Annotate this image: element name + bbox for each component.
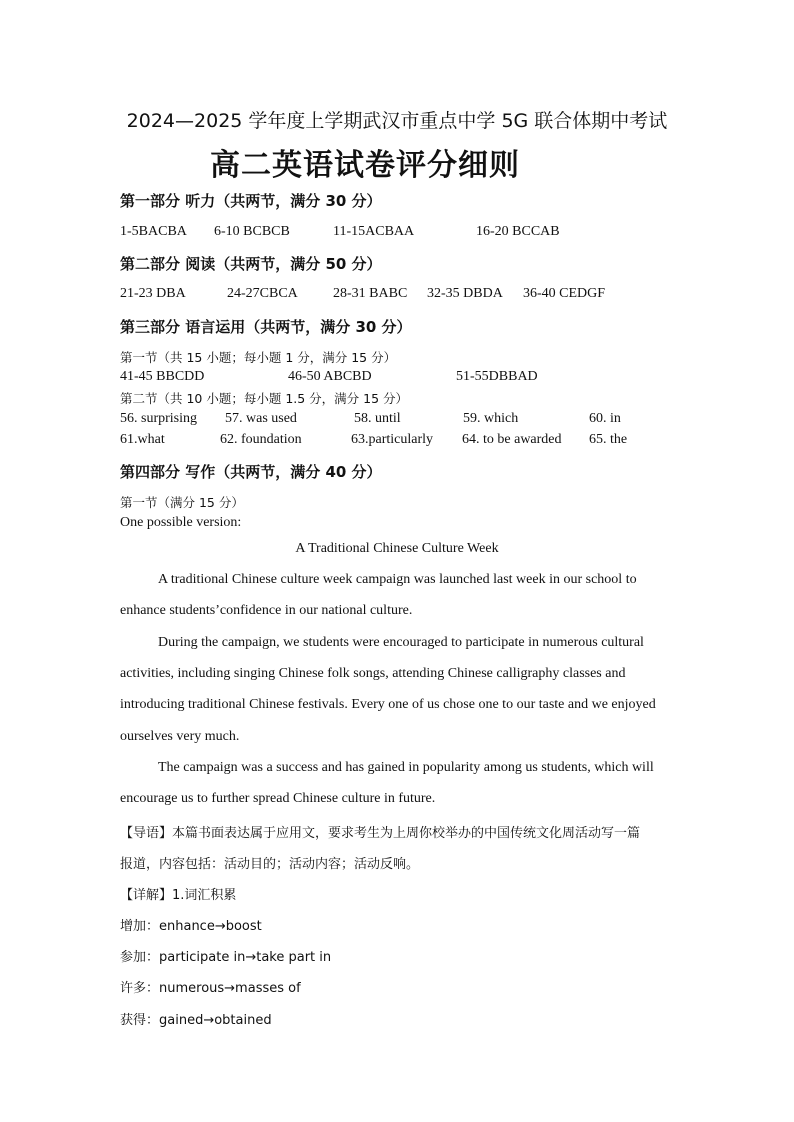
part1-heading: 第一部分 听力（共两节，满分 30 分）	[120, 192, 382, 210]
part1-answer: 11-15ACBAA	[333, 224, 415, 239]
part3-section2-answer: 60. in	[589, 411, 621, 426]
part3-section2-answer: 58. until	[354, 411, 401, 426]
part1-answer: 1-5BACBA	[120, 224, 187, 239]
part4-section1-note: 第一节（满分 15 分）	[120, 495, 244, 510]
essay-line: A traditional Chinese culture week campaign was launched last week in our school to	[158, 572, 637, 587]
part3-section1-answer: 41-45 BBCDD	[120, 369, 205, 384]
part2-answer: 32-35 DBDA	[427, 286, 503, 301]
essay-line: During the campaign, we students were encouraged to participate in numerous cultural	[158, 635, 644, 650]
vocab-item: 许多：numerous→masses of	[120, 981, 301, 996]
essay-line: encourage us to further spread Chinese culture in future.	[120, 791, 436, 806]
part3-section2-answer: 56. surprising	[120, 411, 197, 426]
part2-answer: 28-31 BABC	[333, 286, 408, 301]
part3-section2-answer: 64. to be awarded	[462, 432, 562, 447]
essay-line: activities, including singing Chinese folk songs, attending Chinese calligraphy classes and	[120, 666, 626, 681]
essay-line: ourselves very much.	[120, 729, 240, 744]
part3-section2-answer: 59. which	[463, 411, 519, 426]
part2-answer: 36-40 CEDGF	[523, 286, 606, 301]
part4-heading: 第四部分 写作（共两节，满分 40 分）	[120, 463, 382, 481]
essay-title: A Traditional Chinese Culture Week	[295, 541, 499, 556]
part2-heading: 第二部分 阅读（共两节，满分 50 分）	[120, 255, 382, 273]
essay-line: The campaign was a success and has gained in popularity among us students, which will	[158, 760, 654, 775]
part1-answer: 16-20 BCCAB	[476, 224, 560, 239]
version-label: One possible version:	[120, 515, 242, 530]
part3-section2-note: 第二节（共 10 小题；每小题 1.5 分，满分 15 分）	[120, 391, 409, 406]
part1-answer: 6-10 BCBCB	[214, 224, 290, 239]
vocab-item: 获得：gained→obtained	[120, 1013, 272, 1028]
vocab-item: 参加：participate in→take part in	[120, 950, 332, 965]
vocab-item: 增加：enhance→boost	[120, 919, 262, 934]
essay-line: introducing traditional Chinese festivals. Every one of us chose one to our taste and we enjoyed	[120, 697, 656, 712]
part3-section1-answer: 46-50 ABCBD	[288, 369, 372, 384]
detail-heading: 【详解】1.词汇积累	[120, 888, 237, 903]
guide-text: 报道，内容包括：活动目的；活动内容；活动反响。	[120, 857, 420, 872]
part3-section2-answer: 63.particularly	[351, 432, 434, 447]
guide-text: 【导语】本篇书面表达属于应用文，要求考生为上周你校举办的中国传统文化周活动写一篇	[120, 826, 641, 841]
part2-answer: 24-27CBCA	[227, 286, 298, 301]
part2-answer: 21-23 DBA	[120, 286, 186, 301]
part3-heading: 第三部分 语言运用（共两节，满分 30 分）	[120, 318, 412, 336]
page-title-line2: 高二英语试卷评分细则	[210, 148, 520, 183]
page-title-line1: 2024—2025 学年度上学期武汉市重点中学 5G 联合体期中考试	[126, 110, 668, 132]
part3-section2-answer: 61.what	[120, 432, 165, 447]
part3-section2-answer: 57. was used	[225, 411, 297, 426]
part3-section2-answer: 62. foundation	[220, 432, 302, 447]
part3-section2-answer: 65. the	[589, 432, 628, 447]
part3-section1-answer: 51-55DBBAD	[456, 369, 538, 384]
essay-line: enhance students’confidence in our national culture.	[120, 603, 413, 618]
part3-section1-note: 第一节（共 15 小题；每小题 1 分，满分 15 分）	[120, 350, 397, 365]
